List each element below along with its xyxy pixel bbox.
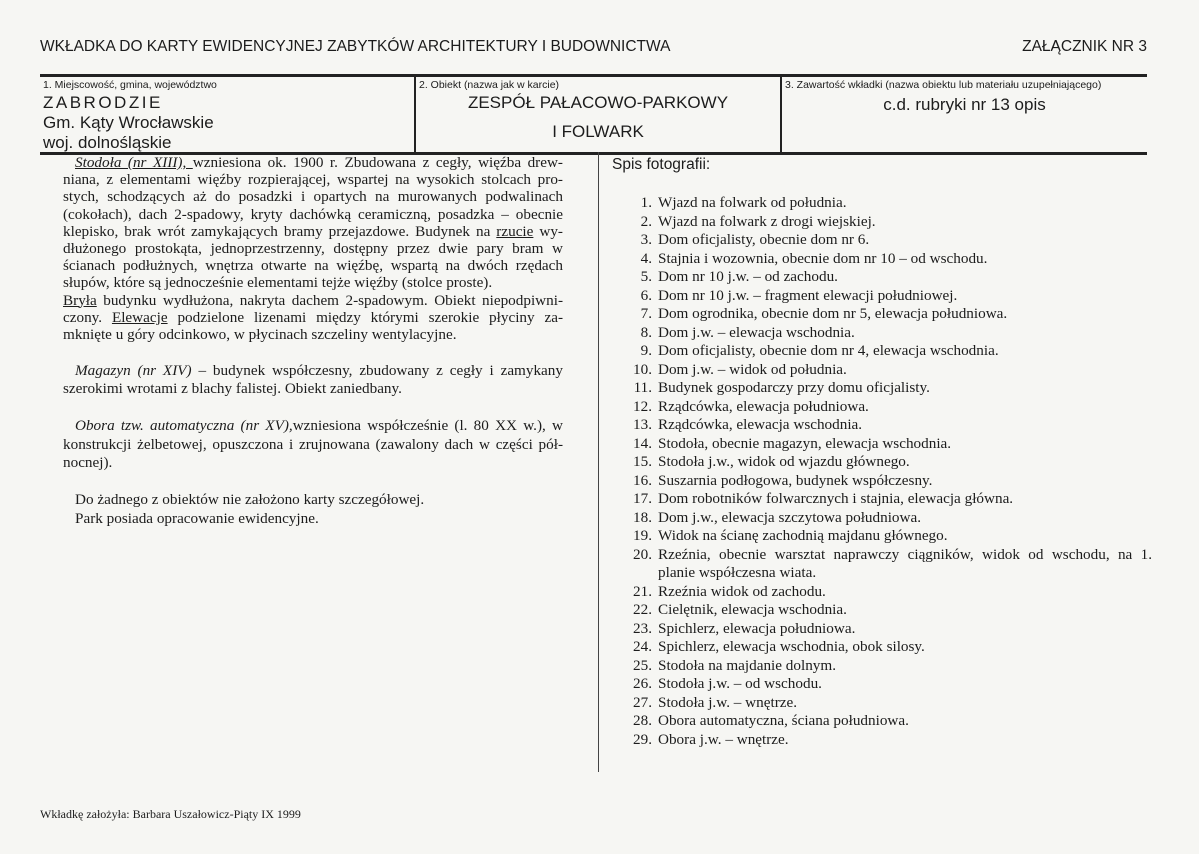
item-caption: Stodoła j.w. – od wschodu.	[658, 675, 822, 692]
text-segment: wzniesiona ok. 1900 r. Zbudowana z cegły, więźba drew-	[192, 154, 563, 171]
text-segment: wzniesiona współcześnie (l. 80 XX w.), w	[292, 417, 564, 435]
emphasized-term: Magazyn (nr XIV)	[75, 361, 192, 379]
emphasized-term: Bryła	[63, 291, 97, 309]
photo-list-item	[612, 435, 1152, 454]
description-paragraph	[63, 491, 563, 528]
photo-list-item	[612, 546, 1152, 583]
text-segment: Park posiada opracowanie ewidencyjne.	[75, 509, 319, 527]
photo-list-item	[612, 213, 1152, 232]
text-line	[63, 417, 563, 436]
item-number: 15.	[633, 453, 652, 470]
photo-list-item	[612, 509, 1152, 528]
text-segment: klepisko, brak wrót zamykających bramy przejazdowe. Budynek na	[63, 222, 497, 240]
item-caption: Stajnia i wozownia, obecnie dom nr 10 – od wschodu.	[658, 249, 988, 267]
text-line	[63, 257, 563, 274]
photo-list-item	[612, 472, 1152, 491]
text-line	[63, 223, 563, 240]
item-caption: Spichlerz, elewacja południowa.	[658, 619, 856, 637]
text-segment: ścianach podłużnych, wnętrza otwarte na więźbę, wspartą na dwóch rzędach	[63, 257, 563, 275]
text-segment: – budynek współczesny, zbudowany z cegły i zamykany	[191, 361, 563, 379]
photo-list-item	[612, 694, 1152, 713]
text-line	[63, 454, 563, 473]
item-caption: Rządcówka, elewacja wschodnia.	[658, 416, 863, 433]
text-line	[63, 171, 563, 188]
item-caption: Wjazd na folwark od południa.	[658, 194, 847, 211]
description-paragraph	[63, 417, 563, 473]
item-caption: Suszarnia podłogowa, budynek współczesny.	[658, 471, 933, 489]
photo-list-item	[612, 379, 1152, 398]
item-caption: Stodoła, obecnie magazyn, elewacja wschodnia.	[658, 434, 952, 452]
item-caption: Dom j.w. – elewacja wschodnia.	[658, 323, 855, 341]
photo-list-item	[612, 324, 1152, 343]
photo-list-item	[612, 490, 1152, 509]
content-cell	[782, 77, 1147, 152]
emphasized-term: Elewacje	[111, 308, 168, 326]
header-table	[40, 74, 1147, 155]
emphasized-term: Obora tzw. automatyczna (nr XV),	[75, 417, 293, 435]
item-number: 25.	[633, 656, 652, 674]
photo-list-item	[612, 231, 1152, 250]
item-number: 18.	[633, 508, 652, 526]
item-number: 13.	[633, 416, 652, 433]
item-caption: Wjazd na folwark z drogi wiejskiej.	[658, 212, 876, 230]
text-line	[63, 274, 563, 291]
column-divider	[598, 152, 599, 772]
item-number: 27.	[633, 693, 652, 711]
item-caption: Dom robotników folwarcznych i stajnia, elewacja główna.	[658, 490, 1014, 507]
photo-list-item	[612, 675, 1152, 694]
location-label: 1. Miejscowość, gmina, województwo	[43, 79, 217, 91]
text-segment: mknięte u góry odcinkowo, w płycinach szczeliny wentylacyjne.	[63, 325, 457, 343]
item-number: 29.	[633, 730, 652, 748]
item-number: 12.	[633, 397, 652, 415]
text-segment: czony.	[63, 308, 112, 326]
item-number: 21.	[633, 582, 652, 600]
item-caption: Dom ogrodnika, obecnie dom nr 5, elewacja południowa.	[658, 305, 1008, 322]
text-line	[63, 326, 563, 343]
text-segment: niana, z elementami więźby rozpierającej, wspartej na wysokich stolcach pro-	[63, 171, 563, 189]
item-caption: Dom oficjalisty, obecnie dom nr 6.	[658, 231, 870, 248]
text-segment: dłużonego prostokąta, jednoprzestrzenny, dostępny przez dwie pary bram w	[63, 239, 563, 257]
item-caption: Dom j.w. – widok od południa.	[658, 360, 847, 378]
text-segment: stych, schodzących aż do posadzki i opartych na murowanych podwalinach	[63, 188, 563, 206]
photo-list-item	[612, 194, 1152, 213]
object-cell	[416, 77, 782, 152]
item-caption: Spichlerz, elewacja wschodnia, obok silosy.	[658, 638, 925, 655]
photo-list-item	[612, 268, 1152, 287]
object-name-line2: I FOLWARK	[552, 122, 644, 141]
item-number: 3.	[640, 231, 652, 248]
item-number: 20.	[633, 545, 652, 563]
item-number: 22.	[633, 601, 652, 618]
photo-list-item	[612, 250, 1152, 269]
photo-list-item	[612, 657, 1152, 676]
text-segment: (cokołach), dach 2-spadowy, kryty dachówką ceramiczną, posadzka – obecnie	[63, 205, 563, 223]
photo-list-item	[612, 305, 1152, 324]
item-number: 19.	[633, 527, 652, 544]
item-caption: Cielętnik, elewacja wschodnia.	[658, 601, 847, 618]
item-number: 16.	[633, 471, 652, 489]
item-number: 7.	[640, 305, 652, 322]
document-title: WKŁADKA DO KARTY EWIDENCYJNEJ ZABYTKÓW ARCHITEKTURY I BUDOWNICTWA	[40, 38, 671, 55]
item-caption: Rzeźnia, obecnie warsztat naprawczy ciągników, widok od wschodu, na 1. planie współczesna wiata.	[658, 545, 1152, 581]
item-caption: Stodoła na majdanie dolnym.	[658, 656, 837, 674]
item-caption: Dom j.w., elewacja szczytowa południowa.	[658, 508, 922, 526]
location-commune: Gm. Kąty Wrocławskie	[43, 113, 214, 132]
item-caption: Obora automatyczna, ściana południowa.	[658, 712, 909, 729]
item-caption: Dom nr 10 j.w. – od zachodu.	[658, 268, 838, 285]
item-caption: Budynek gospodarczy przy domu oficjalisty.	[658, 379, 930, 396]
content-label: 3. Zawartość wkładki (nazwa obiektu lub materiału uzupełniającego)	[785, 79, 1102, 91]
text-line	[63, 380, 563, 399]
item-caption: Widok na ścianę zachodnią majdanu głównego.	[658, 527, 948, 544]
photo-list-item	[612, 287, 1152, 306]
text-line	[63, 510, 563, 529]
photo-list-heading: Spis fotografii:	[612, 156, 711, 173]
text-segment: budynku wydłużona, nakryta dachem 2-spadowym. Obiekt niepodpiwni-	[96, 291, 563, 309]
text-segment: nocnej).	[63, 454, 113, 472]
content-value: c.d. rubryki nr 13 opis	[883, 95, 1046, 114]
photo-list-item	[612, 361, 1152, 380]
text-segment: Do żadnego z obiektów nie założono karty szczegółowej.	[75, 491, 425, 509]
object-name-line1: ZESPÓŁ PAŁACOWO-PARKOWY	[467, 93, 729, 112]
item-number: 6.	[640, 286, 652, 304]
text-segment: konstrukcji żelbetowej, opuszczona i zrujnowana (zawalony dach w części pół-	[63, 435, 563, 453]
text-line	[63, 491, 563, 510]
item-number: 2.	[640, 212, 652, 230]
item-number: 1.	[640, 194, 652, 211]
item-caption: Obora j.w. – wnętrze.	[658, 730, 789, 748]
text-segment: szerokimi wrotami z blachy falistej. Obiekt zaniedbany.	[63, 380, 402, 398]
item-number: 4.	[640, 249, 652, 267]
emphasized-term: Stodoła (nr XIII),	[75, 154, 193, 171]
photo-list-item	[612, 731, 1152, 750]
photo-list	[612, 194, 1152, 749]
text-segment: podzielone lizenami między którymi szerokie płyciny za-	[167, 308, 564, 326]
item-number: 10.	[633, 360, 652, 378]
item-number: 17.	[633, 490, 652, 507]
description-paragraph	[63, 154, 563, 343]
item-number: 11.	[633, 379, 652, 396]
photo-list-item	[612, 583, 1152, 602]
item-number: 5.	[640, 268, 652, 285]
text-line	[63, 154, 563, 171]
item-caption: Rzeźnia widok od zachodu.	[658, 582, 826, 600]
photo-list-item	[612, 601, 1152, 620]
item-number: 26.	[633, 675, 652, 692]
photo-list-item	[612, 342, 1152, 361]
photo-list-item	[612, 638, 1152, 657]
photo-list-item	[612, 416, 1152, 435]
item-number: 14.	[633, 434, 652, 452]
text-line	[63, 309, 563, 326]
description-text	[63, 154, 563, 547]
location-town: ZABRODZIE	[43, 93, 163, 112]
item-number: 23.	[633, 619, 652, 637]
text-line	[63, 436, 563, 455]
text-line	[63, 362, 563, 381]
text-segment: słupów, które są jednocześnie elementami tejże więźby (stolce proste).	[63, 274, 493, 292]
item-number: 28.	[633, 712, 652, 729]
author-footer: Wkładkę założyła: Barbara Uszałowicz-Piąty IX 1999	[40, 807, 301, 821]
text-segment: wy-	[533, 222, 563, 240]
item-caption: Dom oficjalisty, obecnie dom nr 4, elewacja wschodnia.	[658, 342, 999, 359]
photo-list-item	[612, 453, 1152, 472]
text-line	[63, 206, 563, 223]
item-caption: Stodoła j.w. – wnętrze.	[658, 693, 798, 711]
text-line	[63, 188, 563, 205]
annex-number: ZAŁĄCZNIK NR 3	[1022, 38, 1147, 55]
text-line	[63, 240, 563, 257]
item-number: 8.	[640, 323, 652, 341]
location-voivodeship: woj. dolnośląskie	[43, 133, 172, 152]
item-caption: Rządcówka, elewacja południowa.	[658, 397, 869, 415]
item-number: 24.	[633, 638, 652, 655]
photo-list-item	[612, 398, 1152, 417]
item-number: 9.	[640, 342, 652, 359]
location-cell	[40, 77, 416, 152]
item-caption: Dom nr 10 j.w. – fragment elewacji południowej.	[658, 286, 958, 304]
photo-list-item	[612, 712, 1152, 731]
photo-list-item	[612, 527, 1152, 546]
object-label: 2. Obiekt (nazwa jak w karcie)	[419, 79, 560, 91]
text-line	[63, 292, 563, 309]
item-caption: Stodoła j.w., widok od wjazdu głównego.	[658, 453, 910, 470]
emphasized-term: rzucie	[496, 222, 534, 240]
description-paragraph	[63, 362, 563, 399]
photo-list-item	[612, 620, 1152, 639]
